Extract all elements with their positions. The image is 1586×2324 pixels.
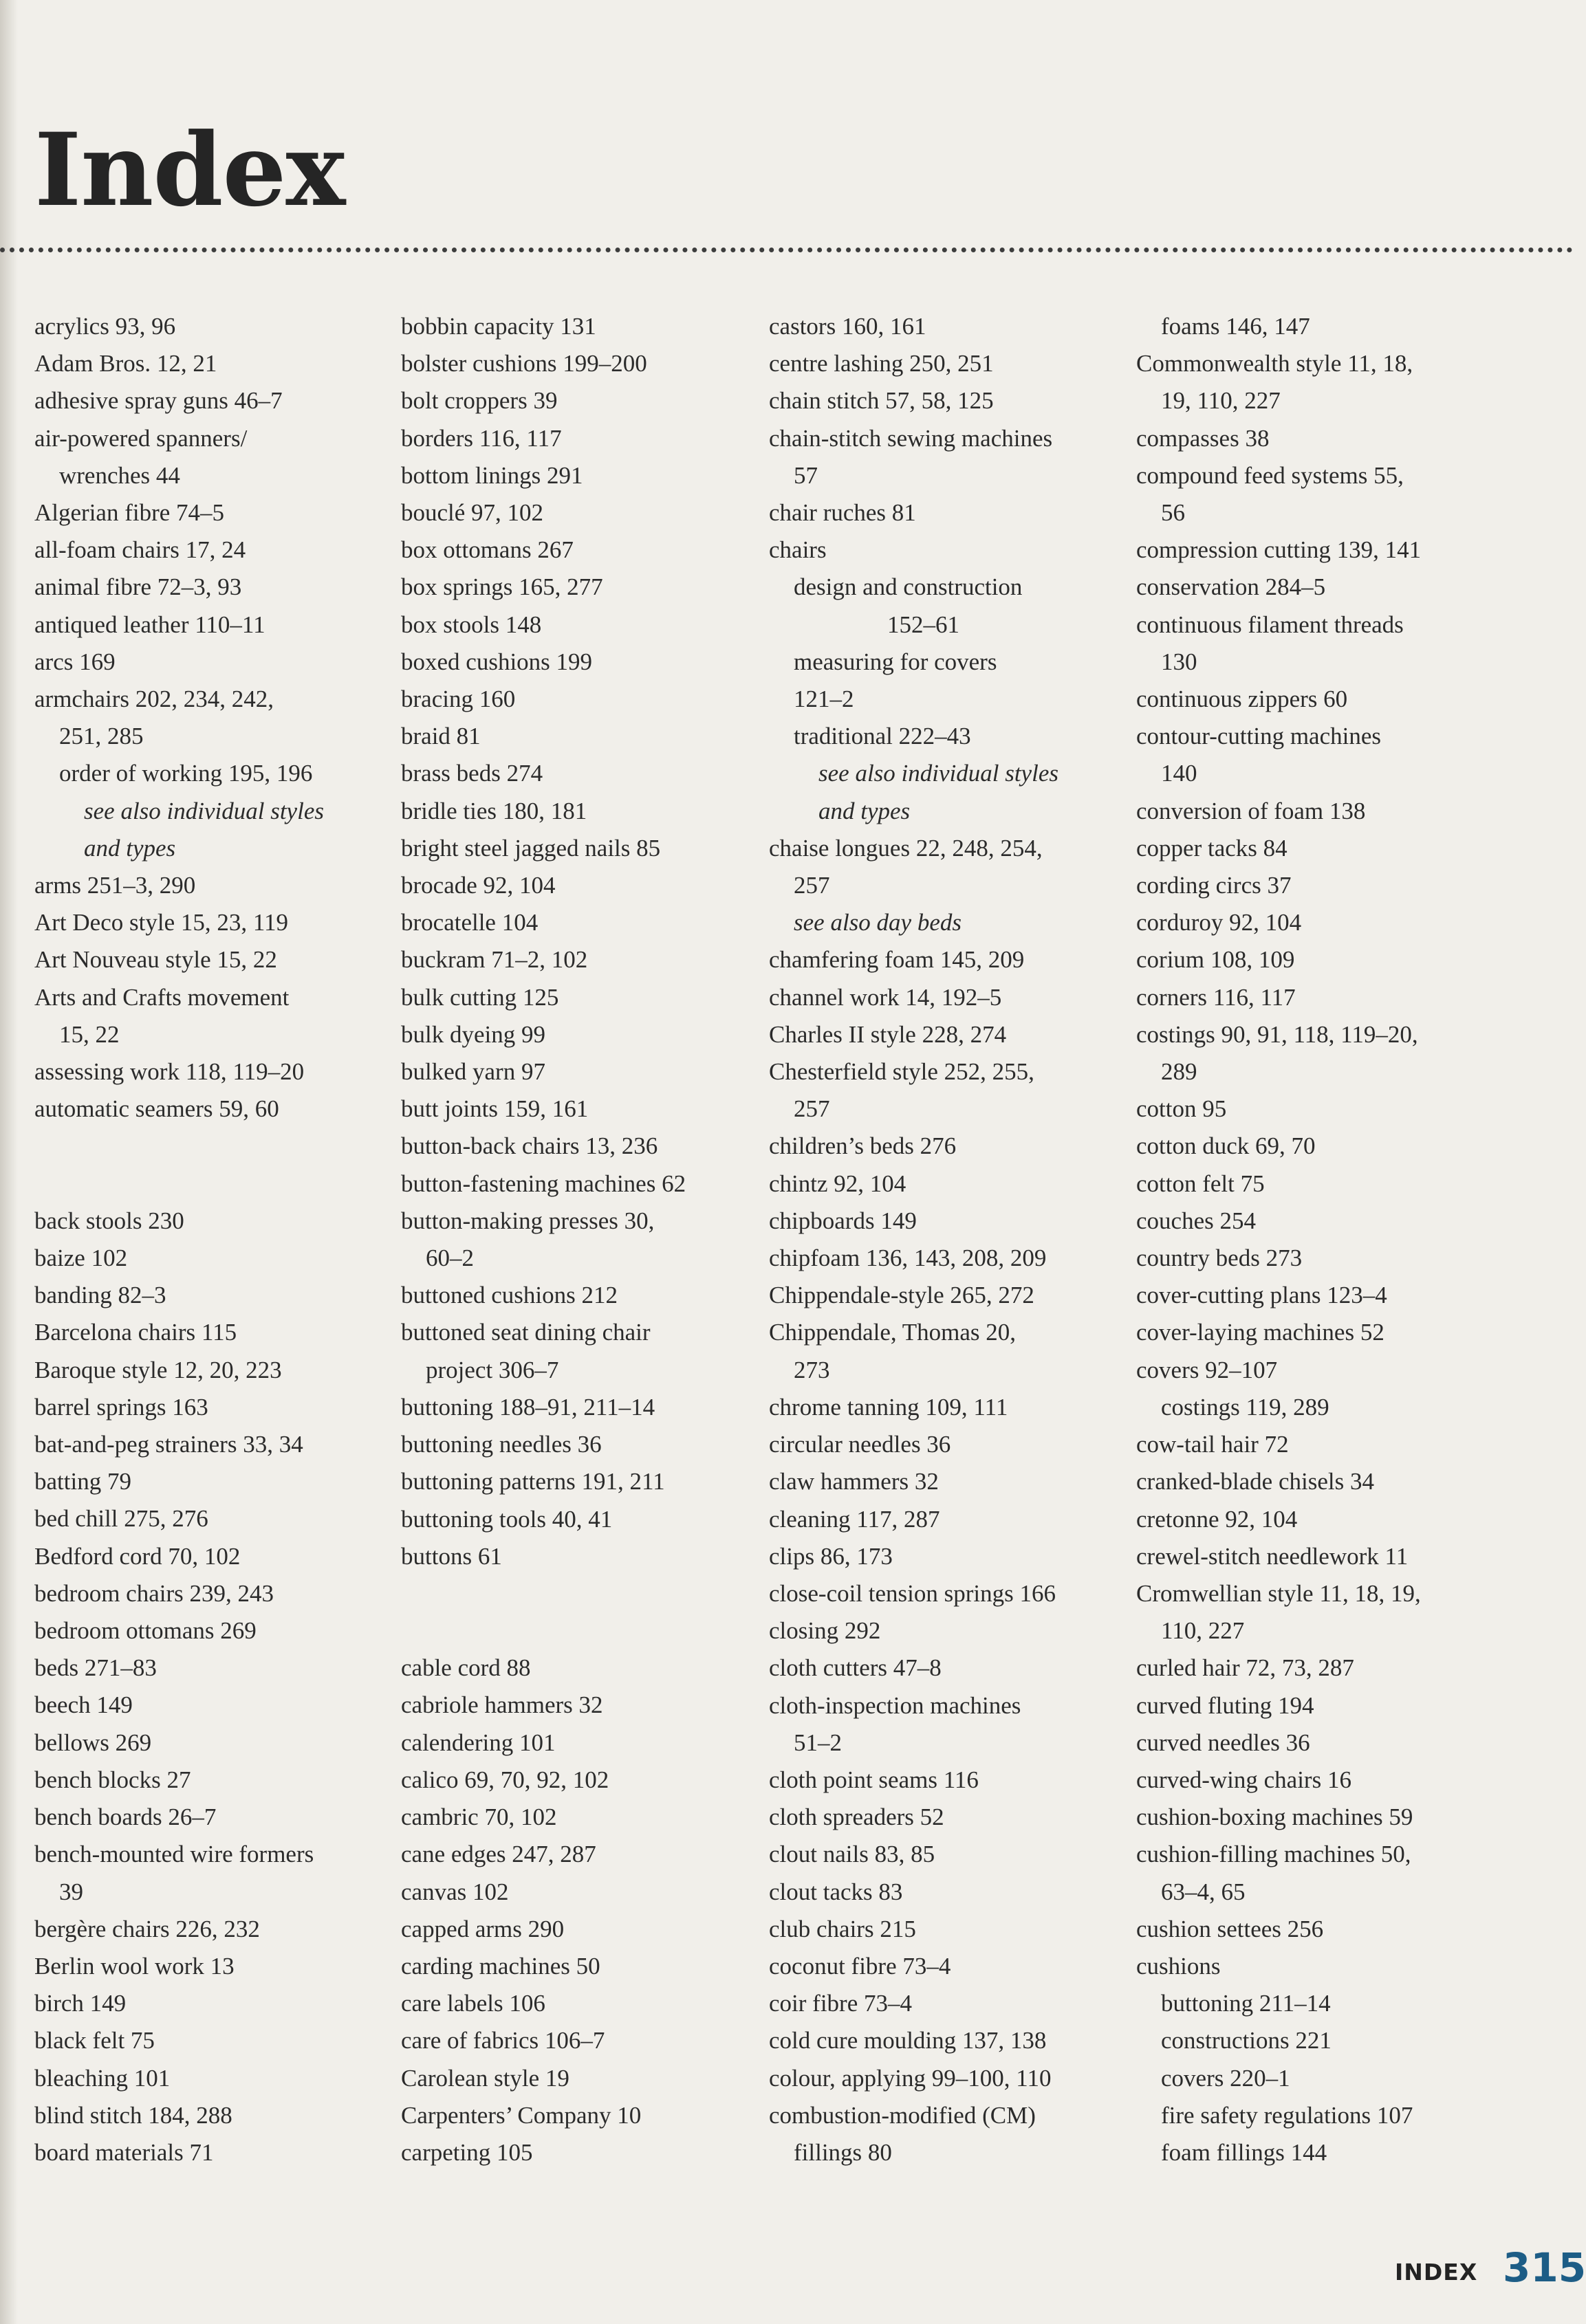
index-subentry: 140 — [1161, 760, 1197, 787]
index-entry: all-foam chairs 17, 24 — [34, 536, 246, 564]
index-entry: clout nails 83, 85 — [769, 1841, 935, 1868]
index-entry: Bedford cord 70, 102 — [34, 1542, 241, 1570]
index-entry: buttoned seat dining chair — [401, 1319, 651, 1346]
index-entry: Baroque style 12, 20, 223 — [34, 1356, 282, 1383]
index-entry: Barcelona chairs 115 — [34, 1319, 237, 1346]
index-entry: copper tacks 84 — [1136, 834, 1288, 862]
index-entry: cable cord 88 — [401, 1654, 531, 1682]
page-title: Index — [34, 111, 345, 229]
index-entry: button-making presses 30, — [401, 1207, 655, 1234]
index-entry: cotton felt 75 — [1136, 1170, 1265, 1197]
index-entry: adhesive spray guns 46–7 — [34, 387, 283, 415]
index-entry: cranked-blade chisels 34 — [1136, 1468, 1374, 1495]
index-entry: brass beds 274 — [401, 760, 543, 787]
index-entry: brocatelle 104 — [401, 909, 539, 936]
index-column-1 — [34, 308, 402, 2171]
index-subentry: 56 — [1161, 499, 1185, 527]
index-entry: buttoned cushions 212 — [401, 1282, 618, 1309]
index-entry: cretonne 92, 104 — [1136, 1505, 1298, 1533]
index-subentry: 273 — [794, 1356, 830, 1383]
index-subentry: see also individual styles — [818, 760, 1058, 787]
index-entry: Carolean style 19 — [401, 2064, 569, 2092]
index-entry: chairs — [769, 536, 827, 564]
index-column-2 — [401, 308, 769, 2171]
index-entry: bed chill 275, 276 — [34, 1505, 208, 1533]
index-subentry: foam fillings 144 — [1161, 2138, 1327, 2166]
index-entry: brocade 92, 104 — [401, 872, 556, 899]
index-entry: borders 116, 117 — [401, 424, 562, 452]
index-entry: board materials 71 — [34, 2138, 214, 2166]
index-entry: compasses 38 — [1136, 424, 1270, 452]
index-entry: claw hammers 32 — [769, 1468, 939, 1495]
index-entry: couches 254 — [1136, 1207, 1256, 1234]
index-entry: chain-stitch sewing machines — [769, 424, 1053, 452]
index-entry: cushion-boxing machines 59 — [1136, 1804, 1413, 1831]
index-subentry: project 306–7 — [426, 1356, 559, 1383]
index-entry: cotton 95 — [1136, 1095, 1227, 1123]
index-entry: bulk cutting 125 — [401, 983, 559, 1011]
index-entry: Algerian fibre 74–5 — [34, 499, 225, 527]
index-subentry: measuring for covers — [794, 648, 997, 675]
index-entry: centre lashing 250, 251 — [769, 350, 994, 377]
index-entry: care of fabrics 106–7 — [401, 2027, 605, 2054]
letter-section-gap — [34, 1165, 402, 1203]
index-entry: chaise longues 22, 248, 254, — [769, 834, 1043, 862]
index-entry: boxed cushions 199 — [401, 648, 593, 675]
index-subentry: 39 — [59, 1878, 83, 1905]
index-entry: contour-cutting machines — [1136, 723, 1381, 750]
index-subentry: 130 — [1161, 648, 1197, 675]
index-entry: continuous filament threads — [1136, 611, 1404, 638]
index-subentry: traditional 222–43 — [794, 723, 971, 750]
index-entry: chintz 92, 104 — [769, 1170, 906, 1197]
index-entry: curled hair 72, 73, 287 — [1136, 1654, 1354, 1682]
index-entry: birch 149 — [34, 1990, 127, 2017]
index-entry: bridle ties 180, 181 — [401, 797, 587, 824]
index-entry: cloth point seams 116 — [769, 1766, 979, 1793]
index-entry: calendering 101 — [401, 1729, 556, 1756]
index-entry: coconut fibre 73–4 — [769, 1952, 951, 1980]
index-entry: arms 251–3, 290 — [34, 872, 196, 899]
index-entry: assessing work 118, 119–20 — [34, 1058, 305, 1086]
index-entry: cambric 70, 102 — [401, 1804, 557, 1831]
index-entry: acrylics 93, 96 — [34, 313, 176, 340]
index-entry: circular needles 36 — [769, 1431, 951, 1458]
index-entry: buckram 71–2, 102 — [401, 946, 588, 974]
index-entry: corium 108, 109 — [1136, 946, 1295, 974]
index-entry: close-coil tension springs 166 — [769, 1579, 1056, 1607]
index-entry: chamfering foam 145, 209 — [769, 946, 1025, 974]
index-subentry: 257 — [794, 872, 830, 899]
index-entry: corduroy 92, 104 — [1136, 909, 1302, 936]
index-entry: closing 292 — [769, 1617, 881, 1645]
index-entry: arcs 169 — [34, 648, 116, 675]
index-entry: Chesterfield style 252, 255, — [769, 1058, 1034, 1086]
index-entry: banding 82–3 — [34, 1282, 166, 1309]
dotted-rule — [0, 248, 1573, 252]
index-entry: bench boards 26–7 — [34, 1804, 217, 1831]
index-entry: colour, applying 99–100, 110 — [769, 2064, 1052, 2092]
index-entry: continuous zippers 60 — [1136, 686, 1348, 713]
index-entry: bulk dyeing 99 — [401, 1020, 545, 1048]
index-entry: beds 271–83 — [34, 1654, 157, 1682]
index-entry: cloth spreaders 52 — [769, 1804, 944, 1831]
index-entry: Chippendale-style 265, 272 — [769, 1282, 1034, 1309]
index-entry: compound feed systems 55, — [1136, 461, 1404, 489]
index-entry: carding machines 50 — [401, 1952, 600, 1980]
index-entry: curved-wing chairs 16 — [1136, 1766, 1351, 1793]
index-subentry: 63–4, 65 — [1161, 1878, 1246, 1905]
index-subentry: 257 — [794, 1095, 830, 1123]
index-subentry: and types — [84, 834, 176, 862]
index-entry: butt joints 159, 161 — [401, 1095, 589, 1123]
index-entry: clips 86, 173 — [769, 1542, 893, 1570]
letter-section-gap — [34, 1128, 402, 1165]
index-entry: black felt 75 — [34, 2027, 155, 2054]
index-entry: blind stitch 184, 288 — [34, 2101, 232, 2129]
index-entry: barrel springs 163 — [34, 1393, 208, 1421]
index-entry: bench blocks 27 — [34, 1766, 191, 1793]
index-entry: back stools 230 — [34, 1207, 184, 1234]
index-column-4 — [1136, 308, 1504, 2171]
index-entry: bulked yarn 97 — [401, 1058, 545, 1086]
index-entry: cushion-filling machines 50, — [1136, 1841, 1411, 1868]
index-subentry: design and construction — [794, 573, 1023, 601]
index-subentry: see also day beds — [794, 909, 962, 936]
index-subentry: fillings 80 — [794, 2138, 892, 2166]
index-subentry: foams 146, 147 — [1161, 313, 1310, 340]
index-entry: Art Deco style 15, 23, 119 — [34, 909, 289, 936]
index-entry: bouclé 97, 102 — [401, 499, 544, 527]
index-entry: capped arms 290 — [401, 1915, 565, 1942]
index-entry: box ottomans 267 — [401, 536, 574, 564]
index-entry: cover-cutting plans 123–4 — [1136, 1282, 1387, 1309]
index-entry: automatic seamers 59, 60 — [34, 1095, 279, 1123]
index-entry: calico 69, 70, 92, 102 — [401, 1766, 609, 1793]
index-subentry: 152–61 — [887, 611, 959, 638]
index-entry: bracing 160 — [401, 686, 516, 713]
index-subentry: fire safety regulations 107 — [1161, 2101, 1413, 2129]
index-entry: buttoning tools 40, 41 — [401, 1505, 613, 1533]
index-subentry: buttoning 211–14 — [1161, 1990, 1331, 2017]
index-entry: bedroom ottomans 269 — [34, 1617, 257, 1645]
index-entry: bleaching 101 — [34, 2064, 171, 2092]
index-subentry: 15, 22 — [59, 1020, 120, 1048]
index-subentry: covers 220–1 — [1161, 2064, 1290, 2092]
index-entry: braid 81 — [401, 723, 481, 750]
index-entry: bat-and-peg strainers 33, 34 — [34, 1431, 303, 1458]
index-entry: Charles II style 228, 274 — [769, 1020, 1007, 1048]
index-subentry: 121–2 — [794, 686, 854, 713]
index-entry: batting 79 — [34, 1468, 131, 1495]
index-entry: bobbin capacity 131 — [401, 313, 596, 340]
index-entry: Cromwellian style 11, 18, 19, — [1136, 1579, 1421, 1607]
index-entry: corners 116, 117 — [1136, 983, 1296, 1011]
index-entry: baize 102 — [34, 1245, 128, 1272]
index-entry: cotton duck 69, 70 — [1136, 1132, 1316, 1160]
index-entry: castors 160, 161 — [769, 313, 926, 340]
index-entry: Commonwealth style 11, 18, — [1136, 350, 1413, 377]
index-entry: air-powered spanners/ — [34, 424, 248, 452]
index-entry: bottom linings 291 — [401, 461, 583, 489]
index-entry: button-back chairs 13, 236 — [401, 1132, 658, 1160]
index-subentry: 19, 110, 227 — [1161, 387, 1281, 415]
index-entry: carpeting 105 — [401, 2138, 533, 2166]
index-entry: children’s beds 276 — [769, 1132, 957, 1160]
index-subentry: order of working 195, 196 — [59, 760, 313, 787]
index-entry: bolster cushions 199–200 — [401, 350, 647, 377]
index-entry: cabriole hammers 32 — [401, 1691, 603, 1719]
page-binding-shadow — [0, 0, 18, 2324]
index-entry: covers 92–107 — [1136, 1356, 1278, 1383]
page-number: 315 — [1503, 2244, 1586, 2291]
index-entry: chain stitch 57, 58, 125 — [769, 387, 994, 415]
index-entry: cushion settees 256 — [1136, 1915, 1324, 1942]
index-subentry: 289 — [1161, 1058, 1197, 1086]
index-entry: cleaning 117, 287 — [769, 1505, 940, 1533]
index-entry: Chippendale, Thomas 20, — [769, 1319, 1017, 1346]
index-entry: bolt croppers 39 — [401, 387, 558, 415]
index-entry: chipfoam 136, 143, 208, 209 — [769, 1245, 1047, 1272]
index-entry: cording circs 37 — [1136, 872, 1292, 899]
index-entry: bellows 269 — [34, 1729, 152, 1756]
index-entry: buttons 61 — [401, 1542, 502, 1570]
index-entry: compression cutting 139, 141 — [1136, 536, 1422, 564]
index-entry: armchairs 202, 234, 242, — [34, 686, 274, 713]
index-entry: cloth cutters 47–8 — [769, 1654, 942, 1682]
index-entry: clout tacks 83 — [769, 1878, 903, 1905]
index-entry: cushions — [1136, 1952, 1221, 1980]
index-entry: cow-tail hair 72 — [1136, 1431, 1289, 1458]
index-entry: Art Nouveau style 15, 22 — [34, 946, 277, 974]
index-entry: costings 90, 91, 118, 119–20, — [1136, 1020, 1418, 1048]
index-subentry: 51–2 — [794, 1729, 842, 1756]
index-entry: canvas 102 — [401, 1878, 509, 1905]
index-entry: Adam Bros. 12, 21 — [34, 350, 217, 377]
index-entry: curved fluting 194 — [1136, 1691, 1314, 1719]
index-subentry: 57 — [794, 461, 818, 489]
index-subentry: costings 119, 289 — [1161, 1393, 1329, 1421]
index-entry: Carpenters’ Company 10 — [401, 2101, 642, 2129]
index-entry: crewel-stitch needlework 11 — [1136, 1542, 1409, 1570]
index-entry: chair ruches 81 — [769, 499, 916, 527]
letter-section-gap — [401, 1575, 769, 1612]
index-entry: coir fibre 73–4 — [769, 1990, 912, 2017]
index-entry: combustion-modified (CM) — [769, 2101, 1036, 2129]
index-entry: bright steel jagged nails 85 — [401, 834, 661, 862]
index-entry: Berlin wool work 13 — [34, 1952, 235, 1980]
index-entry: beech 149 — [34, 1691, 133, 1719]
index-entry: button-fastening machines 62 — [401, 1170, 686, 1197]
index-subentry: see also individual styles — [84, 797, 324, 824]
index-entry: cloth-inspection machines — [769, 1691, 1021, 1719]
index-entry: animal fibre 72–3, 93 — [34, 573, 242, 601]
index-entry: care labels 106 — [401, 1990, 545, 2017]
index-subentry: constructions 221 — [1161, 2027, 1332, 2054]
index-subentry: 60–2 — [426, 1245, 474, 1272]
index-entry: antiqued leather 110–11 — [34, 611, 265, 638]
index-subentry: 110, 227 — [1161, 1617, 1245, 1645]
index-entry: conservation 284–5 — [1136, 573, 1326, 601]
index-entry: cane edges 247, 287 — [401, 1841, 596, 1868]
index-entry: cold cure moulding 137, 138 — [769, 2027, 1047, 2054]
index-entry: conversion of foam 138 — [1136, 797, 1366, 824]
index-subentry: 251, 285 — [59, 723, 144, 750]
index-entry: bench-mounted wire formers — [34, 1841, 314, 1868]
running-footer-label: INDEX — [1395, 2259, 1478, 2285]
index-entry: cover-laying machines 52 — [1136, 1319, 1384, 1346]
index-entry: bedroom chairs 239, 243 — [34, 1579, 274, 1607]
index-entry: country beds 273 — [1136, 1245, 1303, 1272]
index-entry: chipboards 149 — [769, 1207, 917, 1234]
index-entry: buttoning patterns 191, 211 — [401, 1468, 665, 1495]
index-entry: box springs 165, 277 — [401, 573, 603, 601]
index-entry: box stools 148 — [401, 611, 542, 638]
index-subentry: wrenches 44 — [59, 461, 180, 489]
index-subentry: and types — [818, 797, 911, 824]
index-entry: bergère chairs 226, 232 — [34, 1915, 260, 1942]
index-entry: buttoning 188–91, 211–14 — [401, 1393, 655, 1421]
index-entry: buttoning needles 36 — [401, 1431, 602, 1458]
letter-section-gap — [401, 1612, 769, 1649]
index-entry: chrome tanning 109, 111 — [769, 1393, 1008, 1421]
index-entry: curved needles 36 — [1136, 1729, 1310, 1756]
index-column-3 — [769, 308, 1137, 2171]
index-entry: club chairs 215 — [769, 1915, 916, 1942]
index-entry: Arts and Crafts movement — [34, 983, 290, 1011]
index-entry: channel work 14, 192–5 — [769, 983, 1002, 1011]
